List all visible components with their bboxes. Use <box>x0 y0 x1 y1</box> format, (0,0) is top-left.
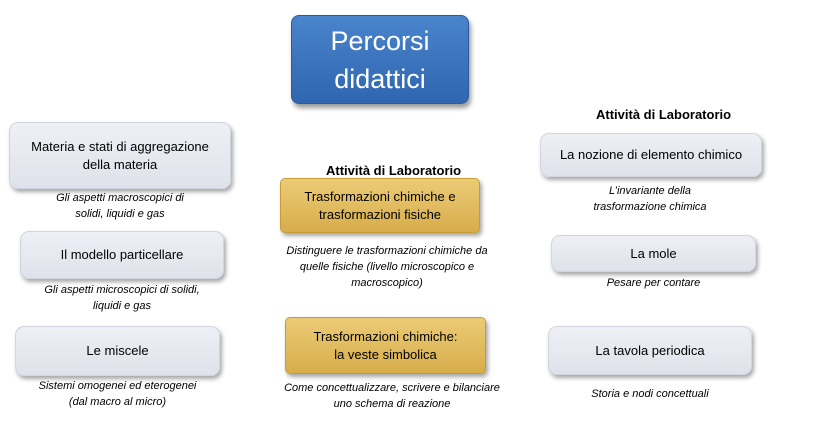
note-elemento-chimico: L’invariante della trasformazione chimica <box>593 185 707 213</box>
box-trasformazioni-chimiche-fisiche: Trasformazioni chimiche e trasformazioni fisiche <box>280 178 480 233</box>
note-modello-particellare: Gli aspetti microscopici di solidi, liquidi e gas <box>44 284 200 312</box>
note-mole: Pesare per contare <box>606 277 701 289</box>
heading-lab-center: Attività di Laboratorio <box>326 163 462 178</box>
title-line-1: Percorsi <box>330 25 430 56</box>
heading-lab-right: Attività di Laboratorio <box>596 107 732 122</box>
box-miscele: Le miscele <box>15 326 220 376</box>
note-veste-simbolica: Come concettualizzare, scrivere e bilanciare uno schema di reazione <box>284 382 500 410</box>
box-elemento-chimico: La nozione di elemento chimico <box>540 133 762 177</box>
box-materia-stati: Materia e stati di aggregazione della materia <box>9 122 231 189</box>
box-modello-particellare: Il modello particellare <box>20 231 224 279</box>
box-mole: La mole <box>551 235 756 272</box>
note-materia-stati: Gli aspetti macroscopici di solidi, liquidi e gas <box>56 192 184 220</box>
note-tavola-periodica: Storia e nodi concettuali <box>591 388 709 400</box>
note-miscele: Sistemi omogenei ed eterogenei (dal macro al micro) <box>38 380 197 408</box>
box-tavola-periodica: La tavola periodica <box>548 326 752 375</box>
box-veste-simbolica: Trasformazioni chimiche: la veste simbolica <box>285 317 486 374</box>
note-trasformazioni-chimiche-fisiche: Distinguere le trasformazioni chimiche da quelle fisiche (livello microscopico e macroscopico) <box>286 245 488 289</box>
title-line-2: didattici <box>334 63 426 94</box>
title-box <box>291 15 469 104</box>
